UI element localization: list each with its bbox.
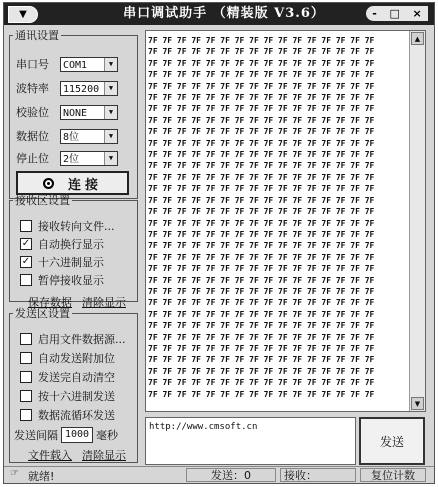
app-window [3, 2, 435, 484]
send-option[interactable] [20, 369, 115, 385]
checkbox-checked[interactable]: ✓ [21, 238, 31, 249]
minimize-button[interactable]: - [372, 7, 377, 20]
stopbits-value: 2位 [63, 153, 80, 165]
send-option[interactable] [20, 350, 115, 366]
receive-display[interactable] [145, 30, 426, 412]
close-button[interactable]: × [412, 7, 422, 20]
window-title: 串口调试助手 （精装版 V3.6） [123, 6, 325, 21]
baud-select[interactable] [60, 81, 118, 96]
comm-settings-legend: 通讯设置 [15, 29, 59, 42]
status-sent: 发送：0 [186, 468, 276, 482]
send-option[interactable] [20, 331, 126, 347]
checkbox[interactable] [20, 390, 32, 402]
send-option[interactable] [20, 388, 115, 404]
parity-row [16, 103, 118, 121]
send-option-label: 启用文件数据源... [38, 333, 126, 346]
status-ready-icon: ☞ [10, 468, 19, 479]
send-interval-row [14, 427, 118, 443]
databits-row [16, 127, 118, 145]
status-received: 接收： [280, 468, 356, 482]
baud-row [16, 79, 118, 97]
checkbox[interactable] [20, 274, 32, 286]
chevron-down-icon[interactable]: ▼ [104, 58, 117, 71]
port-select[interactable] [60, 57, 118, 72]
window-controls [366, 6, 428, 21]
vertical-scrollbar[interactable] [409, 31, 425, 411]
send-option-label: 按十六进制发送 [38, 390, 115, 403]
chevron-down-icon[interactable]: ▼ [104, 152, 117, 165]
receive-option[interactable] [20, 272, 104, 288]
stopbits-row [16, 149, 118, 167]
baud-label: 波特率 [16, 82, 49, 95]
comm-settings-group [9, 27, 138, 199]
databits-label: 数据位 [16, 130, 49, 143]
checkbox-checked[interactable]: ✓ [21, 256, 31, 267]
checkbox[interactable] [20, 220, 32, 232]
receive-option[interactable] [20, 218, 115, 234]
scroll-up-icon[interactable]: ▲ [411, 32, 424, 45]
baud-value: 115200 [63, 83, 100, 95]
databits-select[interactable] [60, 129, 118, 144]
scroll-down-icon[interactable]: ▼ [411, 397, 424, 410]
checkbox[interactable] [20, 333, 32, 345]
receive-hex-text: 7F 7F 7F 7F 7F 7F 7F 7F 7F 7F 7F 7F 7F 7F 7F 7F 7F 7F 7F 7F 7F 7F 7F 7F 7F 7F 7F 7F 7F 7F 7F 7F 7F 7F 7F 7F 7F 7F 7F 7F 7F 7F 7F 7F 7F 7F 7F 7F 7F 7F 7F 7F 7F 7F 7F 7F 7F 7F 7F 7F 7F 7F 7F 7F 7F 7F 7F 7F 7F 7F 7F 7F 7F 7F 7F 7F 7F 7F 7F 7F 7F 7F 7F 7F 7F 7F 7F 7F 7F 7F 7F 7F 7F 7F 7F 7F 7F 7F 7F 7F 7F 7F 7F 7F 7F 7F 7F 7F 7F 7F 7F 7F 7F 7F 7F 7F 7F 7F 7F 7F 7F 7F 7F 7F 7F 7F 7F 7F 7F 7F 7F 7F 7F 7F 7F 7F 7F 7F 7F 7F 7F 7F 7F 7F 7F 7F 7F 7F 7F 7F 7F 7F 7F 7F 7F 7F 7F 7F 7F 7F 7F 7F 7F 7F 7F 7F 7F 7F 7F 7F 7F 7F 7F 7F 7F 7F 7F 7F 7F 7F 7F 7F 7F 7F 7F 7F 7F 7F 7F 7F 7F 7F 7F 7F 7F 7F 7F 7F 7F 7F 7F 7F 7F 7F 7F 7F 7F 7F 7F 7F 7F 7F 7F 7F 7F 7F 7F 7F 7F 7F 7F 7F 7F 7F 7F 7F 7F 7F 7F 7F 7F 7F 7F 7F 7F 7F 7F 7F 7F 7F 7F 7F 7F 7F 7F 7F 7F 7F 7F 7F 7F 7F 7F 7F 7F 7F 7F 7F 7F 7F 7F 7F 7F 7F 7F 7F 7F 7F 7F 7F 7F 7F 7F 7F 7F 7F 7F 7F 7F 7F 7F 7F 7F 7F 7F 7F 7F 7F 7F 7F 7F 7F 7F 7F 7F 7F 7F 7F 7F 7F 7F 7F 7F 7F 7F 7F 7F 7F 7F 7F 7F 7F 7F 7F 7F 7F 7F 7F 7F 7F 7F 7F 7F 7F 7F 7F 7F 7F 7F 7F 7F 7F 7F 7F 7F 7F 7F 7F 7F 7F 7F 7F 7F 7F 7F 7F 7F 7F 7F 7F 7F 7F 7F 7F 7F 7F 7F 7F 7F 7F 7F 7F 7F 7F 7F 7F 7F 7F 7F 7F 7F 7F 7F 7F 7F 7F 7F 7F 7F 7F 7F 7F 7F 7F 7F 7F 7F 7F 7F 7F 7F 7F 7F 7F 7F 7F 7F 7F 7F 7F 7F 7F 7F 7F 7F 7F 7F 7F 7F 7F 7F 7F 7F 7F 7F 7F 7F 7F 7F 7F 7F 7F 7F 7F 7F 7F 7F 7F 7F 7F 7F 7F 7F 7F 7F 7F 7F 7F 7F 7F 7F 7F 7F 7F 7F 7F 7F 7F 7F 7F 7F 7F 7F 7F 7F 7F 7F 7F 7F 7F 7F 7F 7F 7F 7F 7F 7F 7F 7F 7F 7F 7F 7F 7F 7F 7F 7F 7F 7F 7F 7F 7F 7F 7F 7F 7F 7F 7F 7F 7F 7F 7F 7F 7F 7F 7F 7F 7F 7F 7F 7F 7F 7F 7F 7F 7F 7F 7F 7F 7F 7F 7F [148, 36, 375, 399]
status-bar [4, 466, 434, 484]
maximize-button[interactable]: □ [389, 7, 400, 20]
parity-value: NONE [63, 107, 88, 119]
port-label: 串口号 [16, 58, 49, 71]
send-settings-legend: 发送区设置 [15, 307, 70, 320]
checkbox[interactable] [20, 371, 32, 383]
title-bar [4, 3, 434, 25]
send-interval-label: 发送间隔 [14, 429, 58, 442]
checkbox[interactable] [20, 352, 32, 364]
send-option[interactable] [20, 407, 115, 423]
reset-count-button[interactable]: 复位计数 [360, 468, 426, 482]
receive-option-label: 自动换行显示 [38, 238, 104, 251]
parity-select[interactable] [60, 105, 118, 120]
send-button[interactable]: 发送 [359, 417, 425, 465]
connect-label: 连接 [67, 177, 102, 193]
receive-settings-legend: 接收区设置 [15, 194, 70, 207]
chevron-down-icon[interactable]: ▼ [104, 82, 117, 95]
send-option-label: 发送完自动清空 [38, 371, 115, 384]
clear-receive-link[interactable]: 清除显示 [82, 296, 126, 309]
port-row [16, 55, 118, 73]
port-value: COM1 [63, 59, 88, 71]
status-ready: 就绪! [28, 470, 55, 483]
databits-value: 8位 [63, 131, 80, 143]
receive-option[interactable] [20, 236, 104, 252]
send-input[interactable]: http://www.cmsoft.cn [145, 417, 356, 465]
receive-settings-group [9, 192, 138, 309]
record-dot-icon [43, 178, 54, 189]
send-interval-input[interactable]: 1000 [61, 427, 93, 443]
receive-option-label: 接收转向文件... [38, 220, 115, 233]
send-settings-group [9, 305, 138, 463]
send-option-label: 数据流循环发送 [38, 409, 115, 422]
receive-option-label: 暂停接收显示 [38, 274, 104, 287]
parity-label: 校验位 [16, 106, 49, 119]
clear-send-link[interactable]: 清除显示 [82, 449, 126, 462]
stopbits-label: 停止位 [16, 152, 49, 165]
receive-option[interactable] [20, 254, 104, 270]
checkbox[interactable] [20, 409, 32, 421]
save-data-link[interactable]: 保存数据 [28, 296, 72, 309]
send-interval-unit: 毫秒 [96, 429, 118, 442]
file-load-link[interactable]: 文件载入 [28, 449, 72, 462]
system-menu-icon[interactable]: ▼ [8, 6, 38, 23]
chevron-down-icon[interactable]: ▼ [104, 106, 117, 119]
receive-option-label: 十六进制显示 [38, 256, 104, 269]
send-option-label: 自动发送附加位 [38, 352, 115, 365]
stopbits-select[interactable] [60, 151, 118, 166]
chevron-down-icon[interactable]: ▼ [104, 130, 117, 143]
